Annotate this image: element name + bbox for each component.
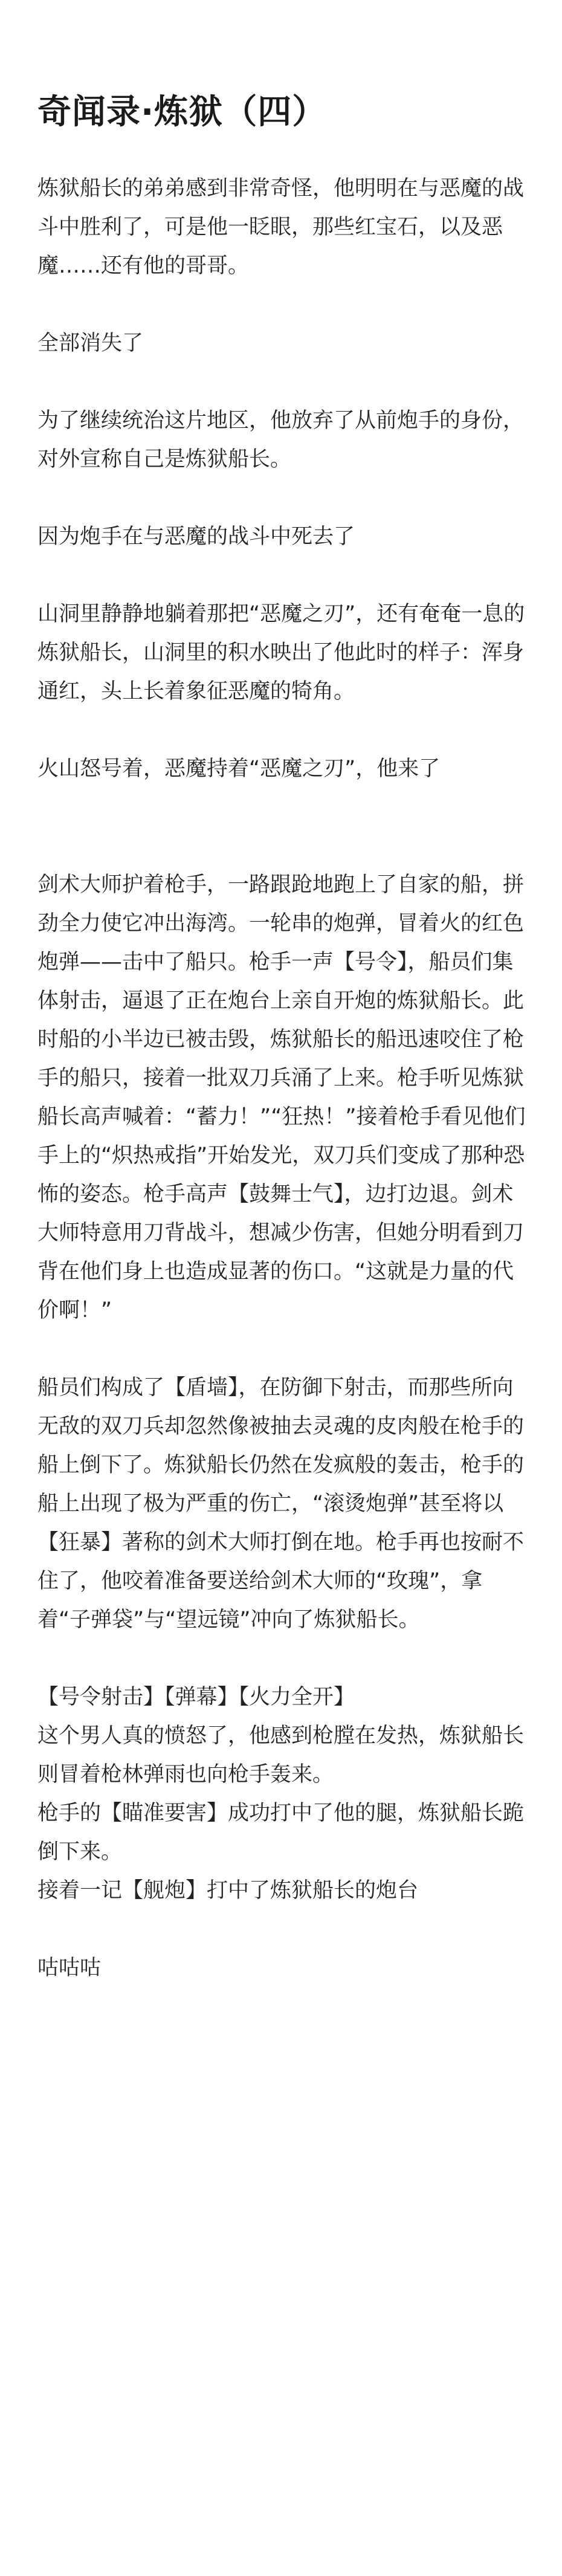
paragraph: 山洞里静静地躺着那把“恶魔之刃”，还有奄奄一息的炼狱船长，山洞里的积水映出了他此时的样子：浑身通红，头上长着象征恶魔的犄角。 bbox=[37, 602, 525, 704]
article-title: 奇闻录·炼狱（四） bbox=[37, 92, 327, 132]
paragraph: 炼狱船长的弟弟感到非常奇怪，他明明在与恶魔的战斗中胜利了，可是他一眨眼，那些红宝石，以及恶魔……还有他的哥哥。 bbox=[37, 176, 525, 278]
paragraph: 【号令射击】【弹幕】【火力全开】 bbox=[37, 1685, 355, 1709]
paragraph: 咕咕咕 bbox=[37, 1956, 102, 1980]
paragraph-gap bbox=[37, 711, 527, 749]
paragraph-gap bbox=[37, 1639, 527, 1678]
paragraph-gap bbox=[37, 556, 527, 595]
paragraph: 这个男人真的愤怒了，他感到枪膛在发热，炼狱船长则冒着枪林弹雨也向枪手轰来。 bbox=[37, 1724, 525, 1787]
paragraph-gap bbox=[37, 479, 527, 517]
paragraph: 枪手的【瞄准要害】成功打中了他的腿，炼狱船长跪倒下来。 bbox=[37, 1801, 525, 1864]
paragraph: 火山怒号着，恶魔持着“恶魔之刃”，他来了 bbox=[37, 757, 441, 781]
paragraph-gap bbox=[37, 788, 527, 866]
article bbox=[37, 91, 527, 1987]
paragraph: 船员们构成了【盾墙】，在防御下射击，而那些所向无敌的双刀兵却忽然像被抽去灵魂的皮肉般在枪手的船上倒下了。炼狱船长仍然在发疯般的轰击，枪手的船上出现了极为严重的伤亡，“滚烫炮弹”甚至将以【狂暴】著称的剑术大师打倒在地。枪手再也按耐不住了，他咬着准备要送给剑术大师的“玫瑰”，拿着“子弹袋”与“望远镜”冲向了炼狱船长。 bbox=[37, 1376, 525, 1632]
paragraph-gap bbox=[37, 285, 527, 324]
paragraph: 剑术大师护着枪手，一路跟跄地跑上了自家的船，拼劲全力使它冲出海湾。一轮串的炮弹，冒着火的红色炮弹——击中了船只。枪手一声【号令】，船员们集体射击，逼退了正在炮台上亲自开炮的炼狱船长。此时船的小半边已被击毁，炼狱船长的船迅速咬住了枪手的船只，接着一批双刀兵涌了上来。枪手听见炼狱船长高声喊着：“蓄力！”“狂热！”接着枪手看见他们手上的“炽热戒指”开始发光，双刀兵们变成了那种恐怖的姿态。枪手高声【鼓舞士气】，边打边退。剑术大师特意用刀背战斗，想减少伤害，但她分明看到刀背在他们身上也造成显著的伤口。“这就是力量的代价啊！” bbox=[37, 873, 526, 1322]
paragraph-gap bbox=[37, 1910, 527, 1949]
paragraph: 接着一记【舰炮】打中了炼狱船长的炮台 bbox=[37, 1879, 419, 1903]
paragraph-gap bbox=[37, 1330, 527, 1368]
paragraph: 全部消失了 bbox=[37, 331, 144, 355]
paragraph: 因为炮手在与恶魔的战斗中死去了 bbox=[37, 525, 355, 549]
paragraph-gap bbox=[37, 363, 527, 401]
paragraph: 为了继续统治这片地区，他放弃了从前炮手的身份，对外宣称自己是炼狱船长。 bbox=[37, 409, 525, 471]
